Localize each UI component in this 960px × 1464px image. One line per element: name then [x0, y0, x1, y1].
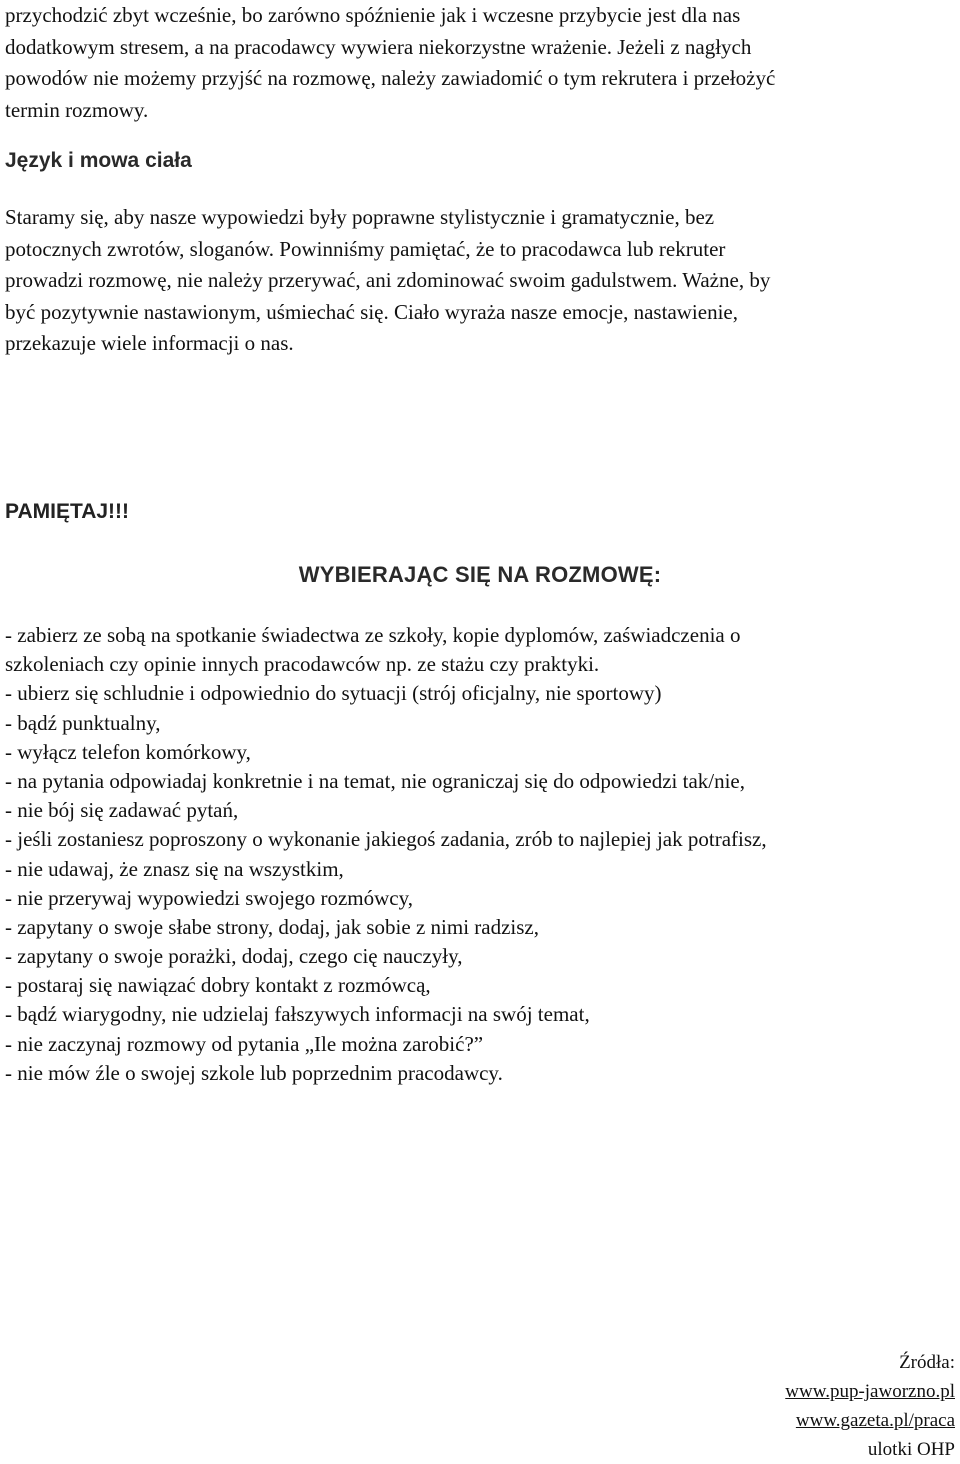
intro-line: dodatkowym stresem, a na pracodawcy wywiera niekorzystne wrażenie. Jeżeli z nagłych: [5, 34, 752, 59]
list-item: - zapytany o swoje porażki, dodaj, czego cię nauczyły,: [5, 944, 463, 969]
paragraph-line: potocznych zwrotów, sloganów. Powinniśmy pamiętać, że to pracodawca lub rekruter: [5, 236, 726, 261]
paragraph-line: być pozytywnie nastawionym, uśmiechać się. Ciało wyraża nasze emocje, nastawienie,: [5, 299, 738, 324]
list-item: - nie mów źle o swojej szkole lub poprzednim pracodawcy.: [5, 1060, 503, 1085]
list-item: - bądź wiarygodny, nie udzielaj fałszywych informacji na swój temat,: [5, 1002, 590, 1027]
intro-line: przychodzić zbyt wcześnie, bo zarówno spóźnienie jak i wczesne przybycie jest dla nas: [5, 3, 741, 27]
list-item: - jeśli zostaniesz poproszony o wykonanie jakiegoś zadania, zrób to najlepiej jak potrafisz,: [5, 827, 767, 852]
sources-block: [785, 1348, 955, 1464]
intro-line: powodów nie możemy przyjść na rozmowę, należy zawiadomić o tym rekrutera i przełożyć: [5, 66, 776, 90]
intro-line: termin rozmowy.: [5, 97, 149, 122]
source-link-gazeta[interactable]: www.gazeta.pl/praca: [795, 1410, 955, 1431]
remember-heading: PAMIĘTAJ!!!: [5, 500, 130, 523]
paragraph-line: prowadzi rozmowę, nie należy przerywać, ani zdominować swoim gadulstwem. Ważne, by: [5, 268, 771, 292]
intro-paragraph: [5, 0, 955, 126]
section-heading-language: Język i mowa ciała: [5, 149, 192, 172]
language-paragraph: [5, 202, 955, 360]
checklist-heading: WYBIERAJĄC SIĘ NA ROZMOWĘ:: [298, 562, 662, 587]
source-note: ulotki OHP: [867, 1439, 955, 1460]
list-item: - bądź punktualny,: [5, 710, 161, 735]
list-item: - nie zaczynaj rozmowy od pytania „Ile można zarobić?”: [5, 1031, 484, 1056]
sources-label: Źródła:: [899, 1352, 955, 1373]
list-item: - nie udawaj, że znasz się na wszystkim,: [5, 856, 344, 881]
source-link-pup[interactable]: www.pup-jaworzno.pl: [785, 1381, 955, 1402]
list-item: - nie przerywaj wypowiedzi swojego rozmówcy,: [5, 885, 414, 910]
list-item: - zabierz ze sobą na spotkanie świadectwa ze szkoły, kopie dyplomów, zaświadczenia o: [5, 623, 741, 647]
list-item: - nie bój się zadawać pytań,: [5, 798, 239, 823]
list-item: - ubierz się schludnie i odpowiednio do sytuacji (strój oficjalny, nie sportowy): [5, 681, 662, 706]
paragraph-line: przekazuje wiele informacji o nas.: [5, 331, 294, 355]
paragraph-line: Staramy się, aby nasze wypowiedzi były poprawne stylistycznie i gramatycznie, bez: [5, 205, 715, 229]
list-item: - na pytania odpowiadaj konkretnie i na temat, nie ograniczaj się do odpowiedzi tak/nie,: [5, 768, 746, 793]
list-item: szkoleniach czy opinie innych pracodawców np. ze stażu czy praktyki.: [5, 652, 600, 677]
list-item: - wyłącz telefon komórkowy,: [5, 739, 251, 764]
list-item: - zapytany o swoje słabe strony, dodaj, jak sobie z nimi radzisz,: [5, 914, 539, 939]
list-item: - postaraj się nawiązać dobry kontakt z rozmówcą,: [5, 973, 431, 998]
tips-list: [5, 621, 955, 1088]
